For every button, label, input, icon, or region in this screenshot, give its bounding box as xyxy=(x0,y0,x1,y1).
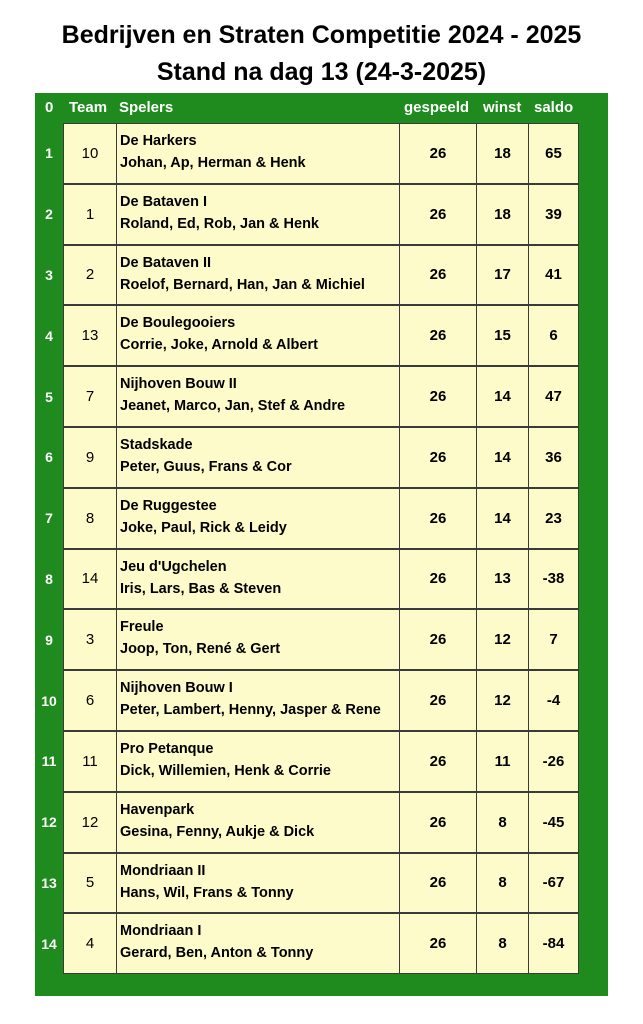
team-name: Nijhoven Bouw II xyxy=(120,376,237,393)
page-subtitle: Stand na dag 13 (24-3-2025) xyxy=(156,58,487,86)
player-names: Johan, Ap, Herman & Henk xyxy=(120,155,306,171)
team-number-cell: 12 xyxy=(63,792,117,853)
table-row xyxy=(35,305,608,366)
players-cell xyxy=(116,549,400,610)
wins-cell: 14 xyxy=(476,366,529,427)
players-cell xyxy=(116,245,400,306)
saldo-cell: -26 xyxy=(528,731,579,792)
header-rank: 0 xyxy=(45,99,54,116)
players-cell xyxy=(116,731,400,792)
wins-cell: 18 xyxy=(476,184,529,245)
team-number-cell: 7 xyxy=(63,366,117,427)
team-number-cell: 2 xyxy=(63,245,117,306)
team-number-cell: 9 xyxy=(63,427,117,488)
played-cell: 26 xyxy=(399,792,477,853)
played-cell: 26 xyxy=(399,366,477,427)
table-row xyxy=(35,123,608,184)
header-played: gespeeld xyxy=(404,99,470,116)
played-cell: 26 xyxy=(399,488,477,549)
team-name: Mondriaan I xyxy=(120,923,202,940)
team-number-cell: 8 xyxy=(63,488,117,549)
rank-cell: 10 xyxy=(41,692,57,709)
player-names: Dick, Willemien, Henk & Corrie xyxy=(120,763,331,779)
saldo-cell: 47 xyxy=(528,366,579,427)
player-names: Gesina, Fenny, Aukje & Dick xyxy=(120,823,315,840)
saldo-cell: 6 xyxy=(528,305,579,366)
player-names: Iris, Lars, Bas & Steven xyxy=(120,580,282,597)
table-row xyxy=(35,609,608,670)
team-number-cell: 4 xyxy=(63,913,117,974)
saldo-cell: -67 xyxy=(528,853,579,914)
saldo-cell: 23 xyxy=(528,488,579,549)
wins-cell: 13 xyxy=(476,549,529,610)
saldo-cell: 41 xyxy=(528,245,579,306)
rank-cell: 14 xyxy=(41,935,57,952)
saldo-cell: 7 xyxy=(528,609,579,670)
team-name: De Ruggestee xyxy=(120,497,217,514)
standings-table xyxy=(35,93,608,996)
team-number-cell: 10 xyxy=(63,123,117,184)
table-row xyxy=(35,913,608,974)
played-cell: 26 xyxy=(399,123,477,184)
table-row xyxy=(35,549,608,610)
wins-cell: 8 xyxy=(476,792,529,853)
played-cell: 26 xyxy=(399,670,477,731)
player-names: Joop, Ton, René & Gert xyxy=(120,641,281,658)
player-names: Corrie, Joke, Arnold & Albert xyxy=(120,337,318,354)
table-row xyxy=(35,184,608,245)
team-name: Freule xyxy=(120,619,164,636)
wins-cell: 17 xyxy=(476,245,529,306)
team-number-cell: 6 xyxy=(63,670,117,731)
rank-cell: 1 xyxy=(45,145,53,162)
wins-cell: 12 xyxy=(476,609,529,670)
table-row xyxy=(35,427,608,488)
player-names: Hans, Wil, Frans & Tonny xyxy=(120,884,294,901)
team-name: De Harkers xyxy=(120,133,197,149)
rank-cell: 8 xyxy=(45,570,53,587)
played-cell: 26 xyxy=(399,245,477,306)
table-row xyxy=(35,245,608,306)
rank-cell: 7 xyxy=(45,510,53,527)
players-cell xyxy=(116,184,400,245)
saldo-cell: 65 xyxy=(528,123,579,184)
players-cell xyxy=(116,488,400,549)
saldo-cell: 39 xyxy=(528,184,579,245)
team-name: Pro Petanque xyxy=(120,741,214,757)
players-cell xyxy=(116,670,400,731)
rank-cell: 2 xyxy=(45,206,53,223)
rank-cell: 6 xyxy=(45,449,53,466)
player-names: Roelof, Bernard, Han, Jan & Michiel xyxy=(120,276,365,293)
played-cell: 26 xyxy=(399,609,477,670)
team-name: Stadskade xyxy=(120,437,193,453)
rank-cell: 4 xyxy=(45,327,53,344)
team-number-cell: 3 xyxy=(63,609,117,670)
rank-cell: 12 xyxy=(41,814,57,831)
players-cell xyxy=(116,366,400,427)
player-names: Roland, Ed, Rob, Jan & Henk xyxy=(120,215,319,232)
team-name: De Boulegooiers xyxy=(120,315,236,332)
rank-cell: 9 xyxy=(45,631,53,648)
team-number-cell: 5 xyxy=(63,853,117,914)
played-cell: 26 xyxy=(399,853,477,914)
team-name: De Bataven II xyxy=(120,254,212,271)
player-names: Peter, Guus, Frans & Cor xyxy=(120,459,292,475)
saldo-cell: 36 xyxy=(528,427,579,488)
saldo-cell: -84 xyxy=(528,913,579,974)
team-number-cell: 11 xyxy=(63,731,117,792)
saldo-cell: -38 xyxy=(528,549,579,610)
team-number-cell: 13 xyxy=(63,305,117,366)
header-saldo: saldo xyxy=(534,99,574,116)
played-cell: 26 xyxy=(399,913,477,974)
team-number-cell: 1 xyxy=(63,184,117,245)
table-row xyxy=(35,853,608,914)
played-cell: 26 xyxy=(399,731,477,792)
player-names: Joke, Paul, Rick & Leidy xyxy=(120,519,287,536)
header-wins: winst xyxy=(483,99,522,116)
team-name: Jeu d'Ugchelen xyxy=(120,558,227,575)
wins-cell: 8 xyxy=(476,853,529,914)
wins-cell: 14 xyxy=(476,488,529,549)
header-team: Team xyxy=(69,99,108,116)
saldo-cell: -4 xyxy=(528,670,579,731)
player-names: Jeanet, Marco, Jan, Stef & Andre xyxy=(120,398,346,415)
table-row xyxy=(35,670,608,731)
played-cell: 26 xyxy=(399,184,477,245)
rank-cell: 13 xyxy=(41,874,57,891)
wins-cell: 15 xyxy=(476,305,529,366)
players-cell xyxy=(116,853,400,914)
player-names: Gerard, Ben, Anton & Tonny xyxy=(120,945,314,962)
team-name: De Bataven I xyxy=(120,193,208,210)
players-cell xyxy=(116,305,400,366)
players-cell xyxy=(116,123,400,184)
rank-cell: 5 xyxy=(45,388,53,405)
players-cell xyxy=(116,427,400,488)
rank-cell: 11 xyxy=(41,753,57,770)
rank-cell: 3 xyxy=(45,266,53,283)
played-cell: 26 xyxy=(399,549,477,610)
team-name: Mondriaan II xyxy=(120,862,206,879)
players-cell xyxy=(116,913,400,974)
header-players: Spelers xyxy=(119,99,174,116)
played-cell: 26 xyxy=(399,305,477,366)
played-cell: 26 xyxy=(399,427,477,488)
team-name: Havenpark xyxy=(120,801,195,818)
players-cell xyxy=(116,792,400,853)
team-name: Nijhoven Bouw I xyxy=(120,680,233,697)
saldo-cell: -45 xyxy=(528,792,579,853)
team-number-cell: 14 xyxy=(63,549,117,610)
table-row xyxy=(35,731,608,792)
wins-cell: 14 xyxy=(476,427,529,488)
page-title: Bedrijven en Straten Competitie 2024 - 2025 xyxy=(61,21,582,49)
player-names: Peter, Lambert, Henny, Jasper & Rene xyxy=(120,702,381,719)
table-row xyxy=(35,792,608,853)
wins-cell: 11 xyxy=(476,731,529,792)
players-cell xyxy=(116,609,400,670)
table-row xyxy=(35,488,608,549)
wins-cell: 18 xyxy=(476,123,529,184)
wins-cell: 8 xyxy=(476,913,529,974)
table-row xyxy=(35,366,608,427)
wins-cell: 12 xyxy=(476,670,529,731)
